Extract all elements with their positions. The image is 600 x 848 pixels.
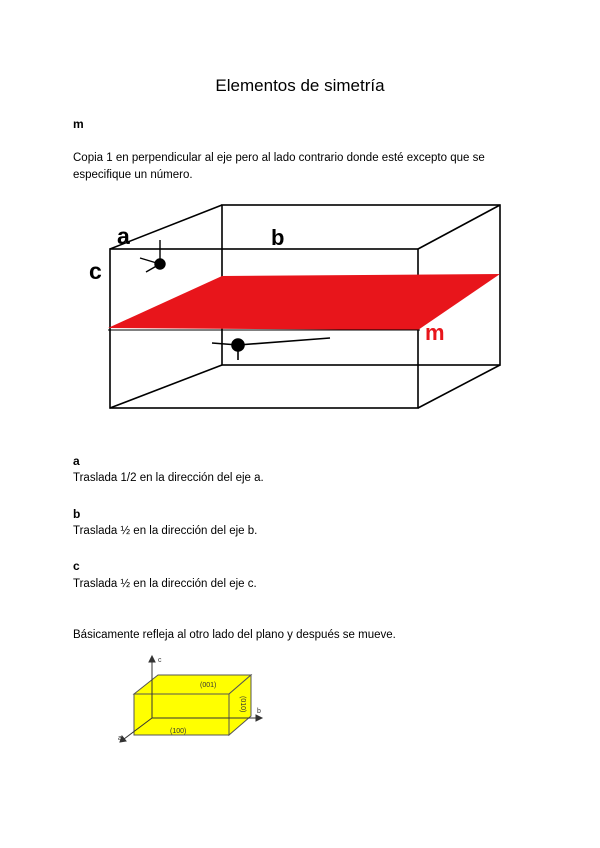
- face-front-label: (100): [170, 728, 187, 735]
- axis-marker-upper: [140, 240, 165, 272]
- summary-paragraph: Básicamente refleja al otro lado del plano y después se mueve.: [73, 629, 396, 641]
- axis-b-label: b: [257, 708, 261, 715]
- label-c: c: [89, 258, 102, 284]
- heading-a: a: [73, 454, 80, 468]
- face-right-label: (010): [239, 696, 246, 713]
- paragraph-m-line2: especifique un número.: [73, 169, 193, 181]
- label-b: b: [271, 225, 285, 250]
- paragraph-c: Traslada ½ en la dirección del eje c.: [73, 578, 257, 590]
- paragraph-m-line1: Copia 1 en perpendicular al eje pero al lado contrario donde esté excepto que se: [73, 152, 485, 164]
- crystal-box-diagram: [118, 656, 262, 742]
- label-a: a: [117, 223, 130, 249]
- axis-marker-lower: [212, 338, 330, 360]
- axis-a-label: a: [118, 735, 122, 742]
- heading-m: m: [73, 117, 84, 131]
- heading-c: c: [73, 559, 80, 573]
- paragraph-a: Traslada 1/2 en la dirección del eje a.: [73, 472, 264, 484]
- face-top-label: (001): [200, 682, 217, 689]
- axis-c-label: c: [158, 657, 162, 664]
- heading-b: b: [73, 507, 81, 521]
- page-title: Elementos de simetría: [215, 76, 385, 95]
- paragraph-b: Traslada ½ en la dirección del eje b.: [73, 525, 258, 537]
- label-m: m: [425, 320, 445, 345]
